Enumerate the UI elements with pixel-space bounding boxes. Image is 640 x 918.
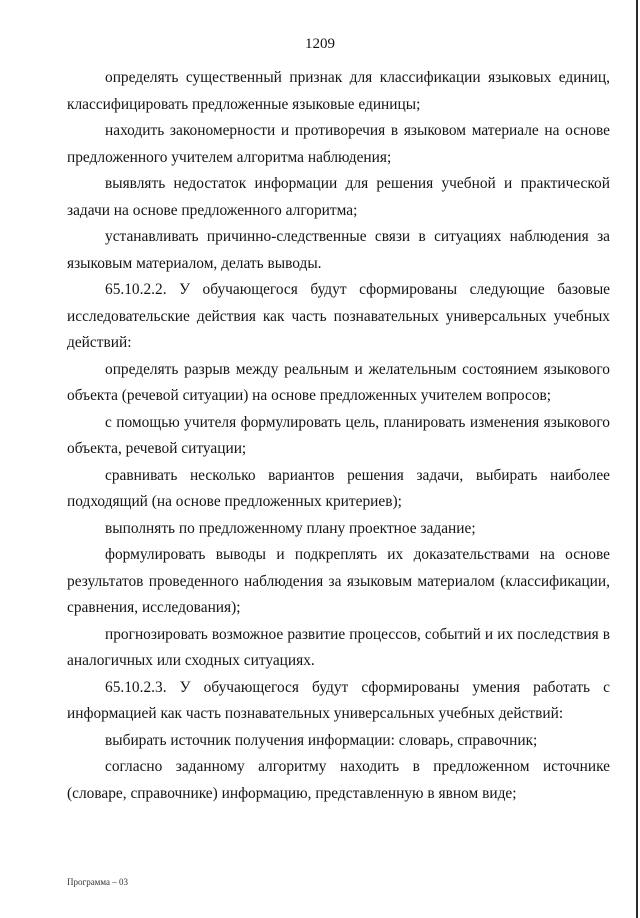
paragraph: выбирать источник получения информации: словарь, справочник; bbox=[105, 731, 538, 749]
paragraph: устанавливать причинно-следственные связи в ситуациях наблюдения за языковым материалом, делать выводы. bbox=[67, 228, 610, 272]
paragraph: выполнять по предложенному плану проектное задание; bbox=[105, 519, 476, 537]
section-paragraph-65-10-2-3: 65.10.2.3. У обучающегося будут сформированы умения работать с информацией как часть познавательных универсальных учебных действий: bbox=[67, 678, 610, 722]
section-paragraph-65-10-2-2: 65.10.2.2. У обучающегося будут сформированы следующие базовые исследовательские действия как часть познавательных универсальных учебных действий: bbox=[67, 281, 610, 351]
paragraph: сравнивать несколько вариантов решения задачи, выбирать наиболее подходящий (на основе предложенных критериев); bbox=[67, 466, 610, 510]
paragraph: выявлять недостаток информации для решения учебной и практической задачи на основе предложенного алгоритма; bbox=[67, 175, 610, 219]
page-edge-line bbox=[636, 0, 638, 918]
paragraph: прогнозировать возможное развитие процессов, событий и их последствия в аналогичных или сходных ситуациях. bbox=[67, 625, 610, 669]
paragraph: определять существенный признак для классификации языковых единиц, классифицировать предложенные языковые единицы; bbox=[67, 69, 610, 113]
paragraph: определять разрыв между реальным и желательным состоянием языкового объекта (речевой ситуации) на основе предложенных учителем вопросов; bbox=[67, 360, 610, 404]
paragraph: с помощью учителя формулировать цель, планировать изменения языкового объекта, речевой ситуации; bbox=[67, 413, 610, 457]
paragraph: формулировать выводы и подкреплять их доказательствами на основе результатов проведенного наблюдения за языковым материалом (классификации, сравнения, исследования); bbox=[67, 546, 610, 616]
document-body bbox=[67, 65, 610, 807]
paragraph: находить закономерности и противоречия в языковом материале на основе предложенного учителем алгоритма наблюдения; bbox=[67, 122, 610, 166]
paragraph: согласно заданному алгоритму находить в предложенном источнике (словаре, справочнике) информацию, представленную в явном виде; bbox=[67, 758, 610, 802]
footer-program-label: Программа – 03 bbox=[67, 877, 129, 887]
page-number: 1209 bbox=[305, 36, 335, 52]
